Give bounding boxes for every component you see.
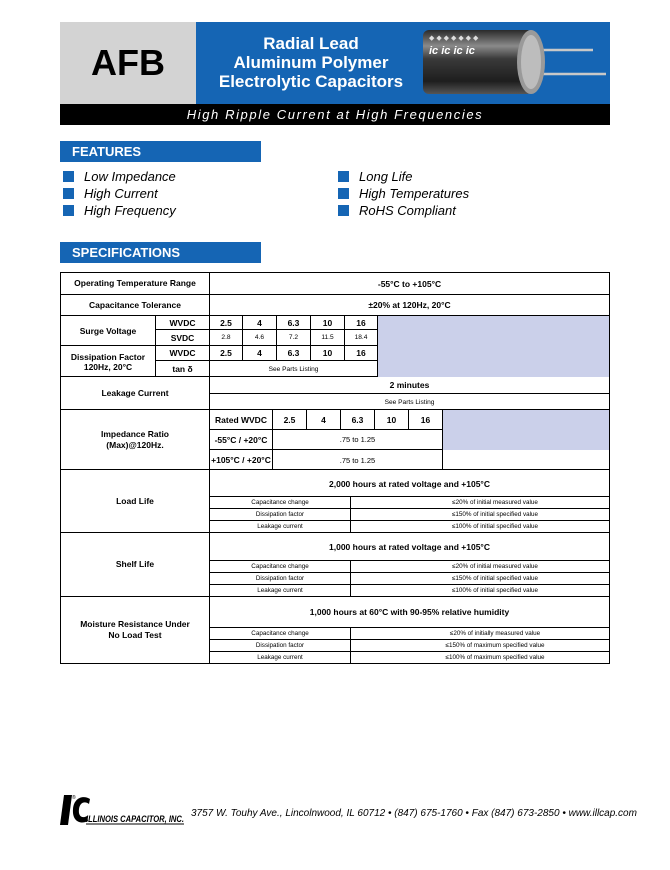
- features-left: [63, 168, 176, 219]
- title-line-1: Radial Lead: [263, 34, 359, 53]
- feature-item: High Current: [63, 185, 176, 202]
- shelf-life-criteria: Capacitance change ≤20% of initial measured value Dissipation factor ≤150% of initial specified value Leakage current ≤100% of initial specified value: [210, 560, 609, 596]
- bullet-icon: [338, 205, 349, 216]
- spec-row-moisture: Moisture Resistance Under No Load Test 1,000 hours at 60°C with 90-95% relative humidity Capacitance change ≤20% of initially measured value Dissipation factor ≤150% of maximum specified value Leakage current ≤100% of maximum specified value: [61, 597, 609, 663]
- bullet-icon: [63, 171, 74, 182]
- load-life-criteria: Capacitance change ≤20% of initial measured value Dissipation factor ≤150% of initial specified value Leakage current ≤100% of initial specified value: [210, 496, 609, 532]
- svg-text:®: ®: [72, 795, 76, 801]
- voltage-grid: 2.5 4 6.3 10 16 2.8 4.6 7.2 11.5 18.4 2.5 4 6.3 10 16 See Parts Listing: [210, 316, 378, 377]
- bullet-icon: [338, 188, 349, 199]
- feature-item: Long Life: [338, 168, 469, 185]
- svg-text:◆ ◆ ◆ ◆ ◆ ◆ ◆: ◆ ◆ ◆ ◆ ◆ ◆ ◆: [429, 35, 479, 42]
- bullet-icon: [63, 205, 74, 216]
- shaded-area: [443, 410, 609, 450]
- feature-item: RoHS Compliant: [338, 202, 469, 219]
- title-line-2: Aluminum Polymer: [233, 53, 389, 72]
- spec-row-load-life: Load Life 2,000 hours at rated voltage and +105°C Capacitance change ≤20% of initial measured value Dissipation factor ≤150% of initial specified value Leakage current ≤100% of initial specified value: [61, 470, 609, 533]
- moisture-criteria: Capacitance change ≤20% of initially measured value Dissipation factor ≤150% of maximum specified value Leakage current ≤100% of maximum specified value: [210, 627, 609, 663]
- feature-item: High Frequency: [63, 202, 176, 219]
- svg-text:ic ic ic ic: ic ic ic ic: [429, 45, 475, 57]
- spec-row-leakage: Leakage Current 2 minutes See Parts Listing: [61, 377, 609, 410]
- title-line-3: Electrolytic Capacitors: [218, 72, 404, 91]
- product-code: AFB: [60, 22, 196, 104]
- spec-row-surge-df: Surge Voltage Dissipation Factor 120Hz, 20°C WVDC SVDC WVDC tan δ 2.5 4 6.3 10 16 2.8 4.6 7.2 11.5 18.4 2.5 4 6.3 10 16 See Parts Listing: [61, 316, 609, 377]
- feature-item: Low Impedance: [63, 168, 176, 185]
- bullet-icon: [338, 171, 349, 182]
- product-title: [196, 34, 426, 91]
- tagline: High Ripple Current at High Frequencies: [60, 104, 610, 125]
- specifications-table: [60, 272, 610, 664]
- spec-row-shelf-life: Shelf Life 1,000 hours at rated voltage and +105°C Capacitance change ≤20% of initial measured value Dissipation factor ≤150% of initial specified value Leakage current ≤100% of initial specified value: [61, 533, 609, 597]
- spec-row-temperature: Operating Temperature Range -55°C to +105°C: [61, 273, 609, 295]
- feature-item: High Temperatures: [338, 185, 469, 202]
- illinois-capacitor-logo: [58, 792, 188, 830]
- title-banner: [196, 22, 610, 104]
- capacitor-image: [411, 22, 611, 104]
- features-heading: FEATURES: [60, 141, 261, 162]
- bullet-icon: [63, 188, 74, 199]
- svg-text:ILLINOIS CAPACITOR, INC.: ILLINOIS CAPACITOR, INC.: [86, 814, 184, 825]
- shaded-area: [378, 316, 609, 377]
- features-right: [338, 168, 469, 219]
- specifications-heading: SPECIFICATIONS: [60, 242, 261, 263]
- spec-row-impedance: Impedance Ratio (Max)@120Hz. Rated WVDC 2.5 4 6.3 10 16 -55°C / +20°C .75 to 1.25 +105°C / +20°C .75 to 1.25: [61, 410, 609, 470]
- spec-row-tolerance: Capacitance Tolerance ±20% at 120Hz, 20°C: [61, 295, 609, 316]
- company-address: 3757 W. Touhy Ave., Lincolnwood, IL 60712 • (847) 675-1760 • Fax (847) 673-2850 • www.illcap.com: [191, 808, 637, 819]
